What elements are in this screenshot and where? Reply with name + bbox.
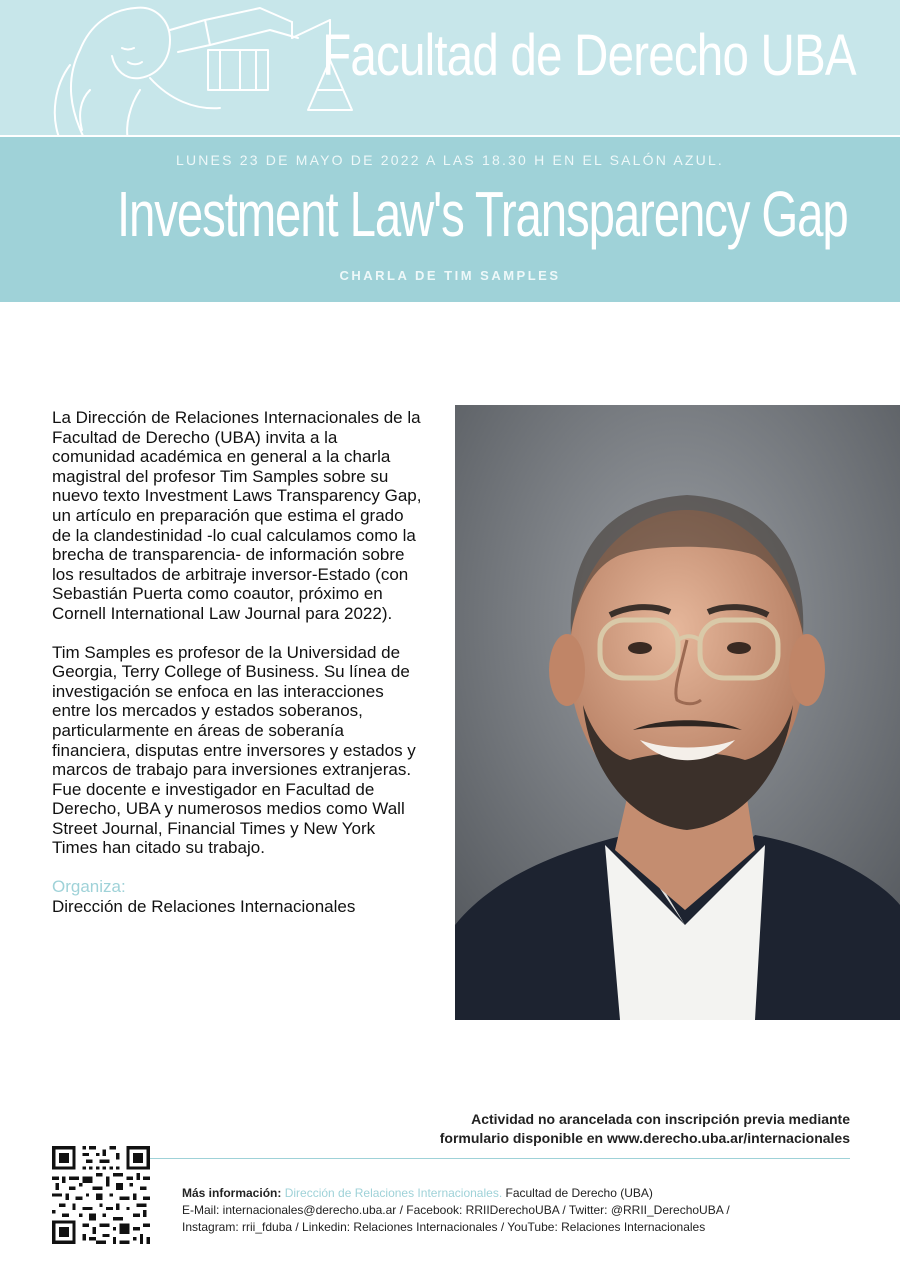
- contact-line-2: E-Mail: internacionales@derecho.uba.ar / Facebook: RRIIDerechoUBA / Twitter: @RRII_DerechoUBA /: [182, 1203, 730, 1217]
- registration-note: [440, 1110, 850, 1148]
- speaker-portrait-image: [455, 405, 900, 1020]
- description-paragraph-2: Tim Samples es profesor de la Universidad de Georgia, Terry College of Business. Su línea de investigación se enfoca en las interacciones entre los mercados y estados soberanos, particularmente en áreas de soberanía financiera, disputas entre inversores y estados y marcos de trabajo para inversiones extranjeras. Fue docente e investigador en Facultad de Derecho, UBA y numerosos medios como Wall Street Journal, Financial Times y New York Times han citado su trabajo.: [52, 642, 416, 858]
- footer-divider: [52, 1158, 850, 1159]
- description: [52, 408, 424, 917]
- contact-line-3: Instagram: rrii_fduba / Linkedin: Relaciones Internacionales / YouTube: Relaciones Internacionales: [182, 1220, 706, 1234]
- contact-info: [182, 1185, 730, 1236]
- more-info-rest: Facultad de Derecho (UBA): [505, 1186, 653, 1200]
- header-band: [0, 0, 900, 135]
- institution-name: Facultad de Derecho UBA: [322, 23, 856, 88]
- event-date: LUNES 23 DE MAYO DE 2022 A LAS 18.30 H EN EL SALÓN AZUL.: [175, 152, 725, 168]
- description-paragraph-1: La Dirección de Relaciones Internacionales de la Facultad de Derecho (UBA) invita a la comunidad académica en general a la charla magistral del profesor Tim Samples sobre su nuevo texto Investment Laws Transparency Gap, un artículo en preparación que estima el grado de la clandestinidad -lo cual calculamos como la brecha de transparencia- de información sobre los resultados de arbitraje inversor-Estado (con Sebastián Puerta como coautor, próximo en Cornell International Law Journal para 2022).: [52, 408, 422, 623]
- event-title: Investment Law's Transparency Gap: [117, 178, 848, 250]
- contact-line-1: [182, 1185, 730, 1202]
- qr-code[interactable]: [52, 1146, 150, 1244]
- speaker-photo: [455, 405, 900, 1020]
- registration-line-2[interactable]: formulario disponible en www.derecho.uba.ar/internacionales: [439, 1130, 850, 1146]
- more-info-link[interactable]: Dirección de Relaciones Internacionales.: [284, 1186, 503, 1200]
- event-speaker: CHARLA DE TIM SAMPLES: [339, 268, 561, 283]
- event-band: [0, 137, 900, 302]
- organizer-label: Organiza:: [52, 877, 126, 897]
- more-info-label: Más información:: [182, 1186, 282, 1200]
- justice-illustration: [30, 0, 370, 135]
- registration-line-1: Actividad no arancelada con inscripción previa mediante: [471, 1111, 850, 1127]
- organizer-value: Dirección de Relaciones Internacionales: [52, 897, 356, 917]
